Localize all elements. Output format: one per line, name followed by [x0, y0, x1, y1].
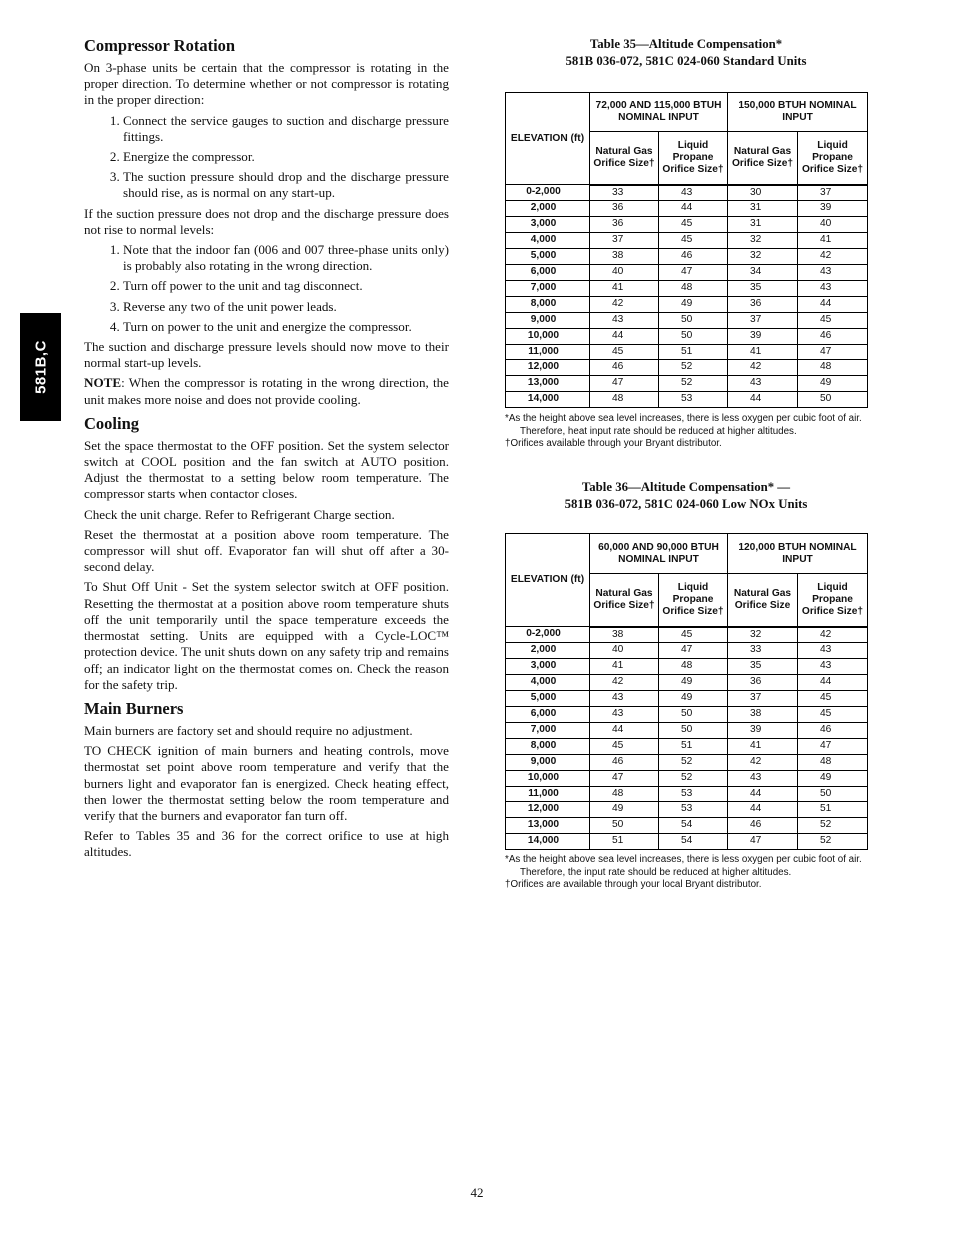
- orifice-size-cell: 43: [728, 376, 798, 392]
- table-row: [506, 344, 868, 360]
- cooling-p3: Reset the thermostat at a position above room temperature. The compressor will shut off. Evaporator fan will shut off after a 30-second delay.: [84, 526, 449, 575]
- elevation-cell: 6,000: [506, 265, 590, 281]
- orifice-size-cell: 45: [590, 344, 659, 360]
- orifice-size-cell: 33: [728, 643, 798, 659]
- list-item: 3. The suction pressure should drop and the discharge pressure should rise, as is normal on any start-up.: [123, 169, 449, 201]
- burners-p3: Refer to Tables 35 and 36 for the correct orifice to use at high altitudes.: [84, 828, 449, 860]
- elevation-cell: 2,000: [506, 201, 590, 217]
- orifice-size-cell: 47: [798, 344, 868, 360]
- orifice-size-cell: 49: [659, 296, 728, 312]
- list-item: 4. Turn on power to the unit and energize the compressor.: [123, 319, 449, 335]
- orifice-size-cell: 42: [798, 249, 868, 265]
- orifice-size-cell: 50: [798, 392, 868, 408]
- orifice-size-cell: 48: [590, 392, 659, 408]
- table-row: [506, 722, 868, 738]
- orifice-size-cell: 50: [659, 707, 728, 723]
- orifice-size-cell: 44: [590, 722, 659, 738]
- table-row: [506, 249, 868, 265]
- table-row: [506, 754, 868, 770]
- orifice-size-cell: 45: [798, 707, 868, 723]
- table35-footnote-dagger: †Orifices available through your Bryant distributor.: [505, 438, 722, 449]
- table35-col-header: Liquid Propane Orifice Size†: [659, 132, 728, 185]
- orifice-size-cell: 44: [798, 675, 868, 691]
- elevation-cell: 2,000: [506, 643, 590, 659]
- table36-col-header: Natural Gas Orifice Size: [728, 574, 798, 627]
- orifice-size-cell: 48: [590, 786, 659, 802]
- table35-group1-header: 72,000 AND 115,000 BTUH NOMINAL INPUT: [590, 93, 728, 132]
- elevation-cell: 9,000: [506, 312, 590, 328]
- orifice-size-cell: 47: [590, 376, 659, 392]
- table-row: [506, 185, 868, 201]
- table36-body: [506, 627, 868, 850]
- orifice-size-cell: 49: [798, 770, 868, 786]
- cooling-heading: Cooling: [84, 413, 140, 433]
- elevation-cell: 10,000: [506, 770, 590, 786]
- orifice-size-cell: 42: [590, 675, 659, 691]
- compressor-after: The suction and discharge pressure levels should now move to their normal start-up levels.: [84, 339, 449, 371]
- orifice-size-cell: 41: [728, 738, 798, 754]
- compressor-if-not: If the suction pressure does not drop and the discharge pressure does not rise to normal levels:: [84, 205, 449, 237]
- table-row: [506, 691, 868, 707]
- table36-footnotes: [505, 854, 867, 892]
- orifice-size-cell: 41: [798, 233, 868, 249]
- list-item: 1. Connect the service gauges to suction and discharge pressure fittings.: [123, 113, 449, 145]
- page-number: 42: [470, 1185, 484, 1200]
- orifice-size-cell: 49: [659, 675, 728, 691]
- table35-footnote-star: *As the height above sea level increases, there is less oxygen per cubic foot of air. Therefore, heat input rate should be reduced at higher altitudes.: [505, 413, 862, 437]
- orifice-size-cell: 32: [728, 627, 798, 643]
- elevation-cell: 0-2,000: [506, 185, 590, 201]
- orifice-size-cell: 43: [590, 312, 659, 328]
- orifice-size-cell: 48: [798, 360, 868, 376]
- orifice-size-cell: 50: [659, 328, 728, 344]
- orifice-size-cell: 51: [590, 834, 659, 850]
- orifice-size-cell: 52: [659, 770, 728, 786]
- orifice-size-cell: 43: [590, 707, 659, 723]
- table-row: [506, 265, 868, 281]
- orifice-size-cell: 47: [659, 265, 728, 281]
- orifice-size-cell: 41: [590, 659, 659, 675]
- orifice-size-cell: 45: [659, 627, 728, 643]
- table35-group2-header: 150,000 BTUH NOMINAL INPUT: [728, 93, 868, 132]
- orifice-size-cell: 43: [798, 265, 868, 281]
- table35-body: [506, 185, 868, 408]
- burners-p1: Main burners are factory set and should require no adjustment.: [84, 722, 413, 738]
- elevation-cell: 4,000: [506, 675, 590, 691]
- table-row: [506, 802, 868, 818]
- compressor-note: [84, 375, 449, 407]
- elevation-cell: 8,000: [506, 738, 590, 754]
- orifice-size-cell: 45: [659, 217, 728, 233]
- orifice-size-cell: 41: [728, 344, 798, 360]
- orifice-size-cell: 36: [728, 675, 798, 691]
- orifice-size-cell: 42: [590, 296, 659, 312]
- orifice-size-cell: 43: [659, 185, 728, 201]
- orifice-size-cell: 39: [728, 328, 798, 344]
- orifice-size-cell: 34: [728, 265, 798, 281]
- compressor-intro: On 3-phase units be certain that the compressor is rotating in the proper direction. To determine whether or not compressor is rotating in the proper direction:: [84, 60, 449, 108]
- table-row: [506, 643, 868, 659]
- table-row: [506, 707, 868, 723]
- orifice-size-cell: 43: [798, 280, 868, 296]
- orifice-size-cell: 44: [728, 802, 798, 818]
- list-item: 2. Turn off power to the unit and tag disconnect.: [123, 278, 449, 294]
- cooling-p1: Set the space thermostat to the OFF position. Set the system selector switch at COOL position and the fan switch at AUTO position. Adjust the thermostat to a setting below room temperature. The compressor starts when contactor closes.: [84, 437, 449, 502]
- orifice-size-cell: 49: [590, 802, 659, 818]
- orifice-size-cell: 37: [728, 691, 798, 707]
- table-row: [506, 233, 868, 249]
- orifice-size-cell: 40: [798, 217, 868, 233]
- orifice-size-cell: 44: [728, 392, 798, 408]
- compressor-check-steps: [84, 113, 449, 202]
- table-row: [506, 818, 868, 834]
- orifice-size-cell: 47: [659, 643, 728, 659]
- elevation-cell: 13,000: [506, 376, 590, 392]
- elevation-cell: 3,000: [506, 217, 590, 233]
- elevation-cell: 8,000: [506, 296, 590, 312]
- orifice-size-cell: 43: [728, 770, 798, 786]
- table36-group1-header: 60,000 AND 90,000 BTUH NOMINAL INPUT: [590, 534, 728, 574]
- orifice-size-cell: 48: [659, 659, 728, 675]
- elevation-cell: 14,000: [506, 392, 590, 408]
- table36-footnote-star: *As the height above sea level increases, there is less oxygen per cubic foot of air. Therefore, the input rate should be reduced at higher altitudes.: [505, 854, 862, 878]
- table-row: [506, 280, 868, 296]
- elevation-cell: 10,000: [506, 328, 590, 344]
- orifice-size-cell: 46: [728, 818, 798, 834]
- orifice-size-cell: 50: [659, 722, 728, 738]
- table35-title: Table 35—Altitude Compensation*: [589, 37, 783, 51]
- orifice-size-cell: 35: [728, 280, 798, 296]
- orifice-size-cell: 52: [659, 360, 728, 376]
- table36-elevation-header: ELEVATION (ft): [506, 534, 590, 627]
- table35-col-header: Natural Gas Orifice Size†: [590, 132, 659, 185]
- orifice-size-cell: 50: [659, 312, 728, 328]
- orifice-size-cell: 32: [728, 249, 798, 265]
- table-row: [506, 834, 868, 850]
- orifice-size-cell: 35: [728, 659, 798, 675]
- orifice-size-cell: 53: [659, 802, 728, 818]
- table36: [505, 533, 868, 850]
- section-tab: [20, 313, 61, 421]
- orifice-size-cell: 50: [798, 786, 868, 802]
- table-row: [506, 627, 868, 643]
- compressor-rotation-heading: Compressor Rotation: [84, 36, 236, 55]
- elevation-cell: 11,000: [506, 344, 590, 360]
- orifice-size-cell: 39: [798, 201, 868, 217]
- orifice-size-cell: 52: [659, 376, 728, 392]
- table-row: [506, 786, 868, 802]
- orifice-size-cell: 31: [728, 217, 798, 233]
- orifice-size-cell: 52: [659, 754, 728, 770]
- orifice-size-cell: 40: [590, 265, 659, 281]
- orifice-size-cell: 46: [590, 754, 659, 770]
- orifice-size-cell: 47: [728, 834, 798, 850]
- orifice-size-cell: 33: [590, 185, 659, 201]
- table-row: [506, 376, 868, 392]
- orifice-size-cell: 50: [590, 818, 659, 834]
- table-row: [506, 328, 868, 344]
- orifice-size-cell: 32: [728, 233, 798, 249]
- elevation-cell: 12,000: [506, 360, 590, 376]
- orifice-size-cell: 44: [728, 786, 798, 802]
- table35: [505, 92, 868, 408]
- elevation-cell: 11,000: [506, 786, 590, 802]
- orifice-size-cell: 51: [659, 738, 728, 754]
- elevation-cell: 5,000: [506, 249, 590, 265]
- orifice-size-cell: 30: [728, 185, 798, 201]
- elevation-cell: 14,000: [506, 834, 590, 850]
- table35-elevation-header: ELEVATION (ft): [506, 93, 590, 185]
- elevation-cell: 3,000: [506, 659, 590, 675]
- compressor-fix-steps: [84, 242, 449, 335]
- orifice-size-cell: 37: [728, 312, 798, 328]
- orifice-size-cell: 38: [728, 707, 798, 723]
- orifice-size-cell: 45: [590, 738, 659, 754]
- table36-footnote-dagger: †Orifices are available through your local Bryant distributor.: [505, 879, 762, 890]
- table-row: [506, 392, 868, 408]
- left-column: [84, 36, 449, 865]
- orifice-size-cell: 52: [798, 818, 868, 834]
- burners-p2: TO CHECK ignition of main burners and heating controls, move thermostat set point above room temperature and verify that the burners light and evaporator fan is energized. Check heating effect, then lower the thermostat setting below the room temperature and verify that the burners and evaporator fan turn off.: [84, 743, 449, 823]
- orifice-size-cell: 45: [659, 233, 728, 249]
- table35-col-header: Liquid Propane Orifice Size†: [798, 132, 868, 185]
- elevation-cell: 4,000: [506, 233, 590, 249]
- orifice-size-cell: 46: [590, 360, 659, 376]
- note-label: NOTE: [84, 375, 122, 391]
- orifice-size-cell: 54: [659, 818, 728, 834]
- orifice-size-cell: 38: [590, 249, 659, 265]
- table-row: [506, 770, 868, 786]
- list-item: 1. Note that the indoor fan (006 and 007 three-phase units only) is probably also rotating in the wrong direction.: [123, 242, 449, 274]
- orifice-size-cell: 53: [659, 392, 728, 408]
- orifice-size-cell: 40: [590, 643, 659, 659]
- orifice-size-cell: 51: [659, 344, 728, 360]
- elevation-cell: 6,000: [506, 707, 590, 723]
- table-row: [506, 201, 868, 217]
- cooling-p2: Check the unit charge. Refer to Refrigerant Charge section.: [84, 506, 395, 522]
- table-row: [506, 738, 868, 754]
- orifice-size-cell: 46: [798, 722, 868, 738]
- table35-col-header: Natural Gas Orifice Size†: [728, 132, 798, 185]
- orifice-size-cell: 31: [728, 201, 798, 217]
- cooling-p4: To Shut Off Unit - Set the system selector switch at OFF position. Resetting the thermostat at a position above room temperature shuts off the unit temporarily until the space temperature exceeds the thermostat setting. Units are equipped with a Cycle-LOC™ protection device. The unit shuts down on any safety trip and remains off; an indicator light on the thermostat comes on. Check the reason for the safety trip.: [84, 579, 449, 692]
- table36-caption: [505, 479, 867, 513]
- elevation-cell: 13,000: [506, 818, 590, 834]
- section-tab-label: 581B,C: [32, 340, 49, 394]
- table35-caption: [505, 36, 867, 70]
- table36-subtitle: 581B 036-072, 581C 024-060 Low NOx Units: [564, 497, 808, 511]
- orifice-size-cell: 36: [590, 201, 659, 217]
- orifice-size-cell: 42: [728, 360, 798, 376]
- orifice-size-cell: 47: [798, 738, 868, 754]
- orifice-size-cell: 44: [659, 201, 728, 217]
- elevation-cell: 12,000: [506, 802, 590, 818]
- elevation-cell: 7,000: [506, 722, 590, 738]
- orifice-size-cell: 46: [798, 328, 868, 344]
- orifice-size-cell: 54: [659, 834, 728, 850]
- table35-subtitle: 581B 036-072, 581C 024-060 Standard Units: [565, 54, 807, 68]
- table36-group2-header: 120,000 BTUH NOMINAL INPUT: [728, 534, 868, 574]
- elevation-cell: 9,000: [506, 754, 590, 770]
- orifice-size-cell: 36: [590, 217, 659, 233]
- orifice-size-cell: 37: [798, 185, 868, 201]
- orifice-size-cell: 44: [590, 328, 659, 344]
- orifice-size-cell: 49: [798, 376, 868, 392]
- table-row: [506, 296, 868, 312]
- table35-footnotes: [505, 413, 867, 451]
- orifice-size-cell: 43: [798, 659, 868, 675]
- table-row: [506, 217, 868, 233]
- elevation-cell: 7,000: [506, 280, 590, 296]
- orifice-size-cell: 43: [798, 643, 868, 659]
- elevation-cell: 5,000: [506, 691, 590, 707]
- note-text: : When the compressor is rotating in the wrong direction, the unit makes more noise and does not provide cooling.: [84, 375, 449, 407]
- elevation-cell: 0-2,000: [506, 627, 590, 643]
- orifice-size-cell: 49: [659, 691, 728, 707]
- orifice-size-cell: 43: [590, 691, 659, 707]
- orifice-size-cell: 45: [798, 312, 868, 328]
- table36-col-header: Liquid Propane Orifice Size†: [659, 574, 728, 627]
- orifice-size-cell: 48: [798, 754, 868, 770]
- orifice-size-cell: 41: [590, 280, 659, 296]
- orifice-size-cell: 39: [728, 722, 798, 738]
- orifice-size-cell: 42: [728, 754, 798, 770]
- orifice-size-cell: 38: [590, 627, 659, 643]
- table-row: [506, 312, 868, 328]
- orifice-size-cell: 45: [798, 691, 868, 707]
- orifice-size-cell: 44: [798, 296, 868, 312]
- list-item: 2. Energize the compressor.: [123, 149, 449, 165]
- table36-col-header: Natural Gas Orifice Size†: [590, 574, 659, 627]
- orifice-size-cell: 47: [590, 770, 659, 786]
- list-item: 3. Reverse any two of the unit power leads.: [123, 299, 449, 315]
- orifice-size-cell: 46: [659, 249, 728, 265]
- table-row: [506, 675, 868, 691]
- orifice-size-cell: 36: [728, 296, 798, 312]
- table36-col-header: Liquid Propane Orifice Size†: [798, 574, 868, 627]
- orifice-size-cell: 53: [659, 786, 728, 802]
- table36-title: Table 36—Altitude Compensation* —: [581, 480, 791, 494]
- table-row: [506, 360, 868, 376]
- table-row: [506, 659, 868, 675]
- orifice-size-cell: 52: [798, 834, 868, 850]
- main-burners-heading: Main Burners: [84, 698, 184, 718]
- orifice-size-cell: 37: [590, 233, 659, 249]
- orifice-size-cell: 51: [798, 802, 868, 818]
- orifice-size-cell: 48: [659, 280, 728, 296]
- orifice-size-cell: 42: [798, 627, 868, 643]
